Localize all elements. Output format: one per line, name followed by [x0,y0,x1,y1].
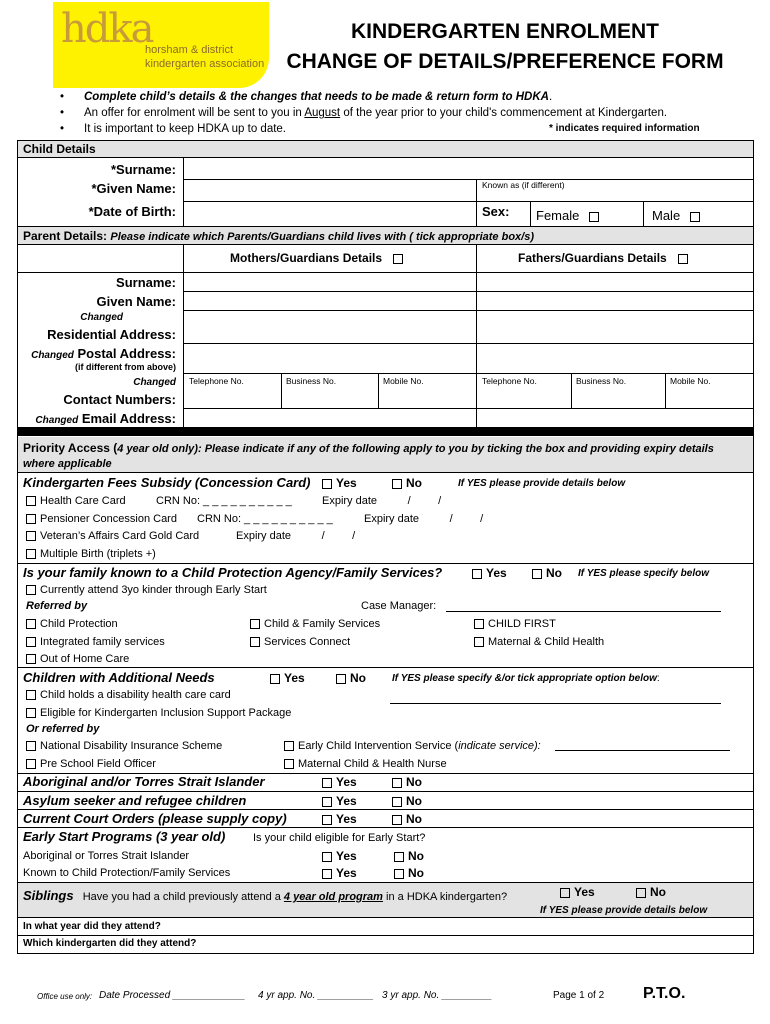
child-given-label: *Given Name: [91,181,176,196]
dob-label: *Date of Birth: [88,204,176,219]
cpa-question: Is your family known to a Child Protection Agency/Family Services? [23,565,443,580]
postal-address-label: Changed Postal Address: [31,346,176,361]
psfo-checkbox[interactable] [26,759,36,769]
cp-checkbox[interactable] [26,619,36,629]
cpa-no-option[interactable]: No [532,566,562,580]
mchn-option[interactable]: Maternal Child & Health Nurse [284,758,447,770]
atsi-question: Aboriginal and/or Torres Strait Islander [23,774,265,789]
integrated-family-option[interactable]: Integrated family services [26,636,165,648]
fees-no-checkbox[interactable] [392,479,402,489]
sex-male-option[interactable]: Male [652,208,704,223]
required-note: * indicates required information [549,123,700,134]
fees-subsidy-question: Kindergarten Fees Subsidy (Concession Card) [23,475,311,490]
child-protection-option[interactable]: Child Protection [26,618,118,630]
known-as-field[interactable] [478,191,752,200]
instruction-2: • An offer for enrolment will be sent to you in August of the year prior to your child's commencement at Kindergarten. [60,105,667,121]
child-surname-label: *Surname: [110,162,176,177]
three-yr-app-no: 3 yr app. No. _________ [382,990,493,1001]
child-family-services-option[interactable]: Child & Family Services [250,618,380,630]
logo-line2: kindergarten association [145,58,265,70]
parent-surname-label: Surname: [116,275,176,290]
court-orders-question: Current Court Orders (please supply copy) [23,811,287,826]
court-no-option[interactable]: No [392,812,422,826]
child-first-option[interactable]: CHILD FIRST [474,618,556,630]
priority-access-header: Priority Access (4 year old only): Please indicate if any of the following apply to you by ticking the box and providing expiry details [23,441,714,455]
esp-atsi-no-checkbox[interactable] [394,852,404,862]
siblings-kinder-field[interactable] [230,936,752,953]
early-start-checkbox[interactable] [26,585,36,595]
fees-yes-option[interactable]: Yes [322,476,357,490]
hdka-logo [53,2,269,88]
instruction-3: • It is important to keep HDKA up to date. [60,121,667,137]
instruction-1: • Complete child’s details & the changes that needs to be made & return form to HDKA. [60,89,667,105]
referred-by-label: Referred by [26,600,88,612]
crn-hcc: CRN No: _ _ _ _ _ _ _ _ _ _ [156,495,292,507]
expiry-hcc: Expiry date / / [322,495,442,507]
father-residential-field[interactable] [478,311,752,343]
additional-yes-option[interactable]: Yes [270,671,305,685]
kis-checkbox[interactable] [26,708,36,718]
pcc-checkbox[interactable] [26,514,36,524]
father-given-field[interactable] [478,292,752,310]
atsi-yes-checkbox[interactable] [322,778,332,788]
maternal-child-health-option[interactable]: Maternal & Child Health [474,636,604,648]
office-use-label: Office use only: [37,992,93,1001]
asylum-no-option[interactable]: No [392,794,422,808]
case-manager-label: Case Manager: [361,600,437,612]
asylum-yes-option[interactable]: Yes [322,794,357,808]
cfs-checkbox[interactable] [250,619,260,629]
child-header-bg [17,140,753,157]
expiry-vet: Expiry date / / [236,530,356,542]
esp-atsi-yes-option[interactable]: Yes [322,849,357,863]
mothers-heading: Mothers/Guardians Details [230,251,407,265]
logo-line1: horsham & district [145,44,234,56]
dob-field[interactable] [184,202,476,224]
male-checkbox[interactable] [690,212,700,222]
cf-checkbox[interactable] [474,619,484,629]
pto-label: P.T.O. [643,985,686,1002]
additional-no-option[interactable]: No [336,671,366,685]
eci-specify-line[interactable] [555,750,730,751]
fathers-checkbox[interactable] [678,254,688,264]
court-yes-checkbox[interactable] [322,815,332,825]
sex-label: Sex: [482,204,510,219]
asylum-no-checkbox[interactable] [392,797,402,807]
asylum-yes-checkbox[interactable] [322,797,332,807]
additional-yes-checkbox[interactable] [270,674,280,684]
child-surname-field[interactable] [184,160,752,179]
crn-pcc: CRN No: _ _ _ _ _ _ _ _ _ _ [197,513,333,525]
court-yes-option[interactable]: Yes [322,812,357,826]
section-divider-bar [17,427,753,436]
ndis-option[interactable]: National Disability Insurance Scheme [26,740,222,752]
kis-option[interactable]: Eligible for Kindergarten Inclusion Support Package [26,707,291,719]
multiple-birth-checkbox[interactable] [26,549,36,559]
esp-kcp-yes-option[interactable]: Yes [322,866,357,880]
female-checkbox[interactable] [589,212,599,222]
services-connect-option[interactable]: Services Connect [250,636,350,648]
esp-kcp-no-checkbox[interactable] [394,869,404,879]
ifs-checkbox[interactable] [26,637,36,647]
esp-kcp-label: Known to Child Protection/Family Services [23,867,231,879]
email-address-label: Changed Email Address: [35,411,176,426]
cpa-yes-checkbox[interactable] [472,569,482,579]
hcc-checkbox[interactable] [26,496,36,506]
form-title-line1: KINDERGARTEN ENROLMENT [351,20,659,43]
parent-details-header: Parent Details: Please indicate which Parents/Guardians child lives with ( tick appropriate box/s) [23,229,534,243]
cpa-no-checkbox[interactable] [532,569,542,579]
disability-card-option[interactable]: Child holds a disability health care card [26,689,231,701]
siblings-question: Siblings Have you had a child previously attend a 4 year old program in a HDKA kindergarten? [23,888,508,903]
psfo-option[interactable]: Pre School Field Officer [26,758,156,770]
court-no-checkbox[interactable] [392,815,402,825]
father-mobile-label: Mobile No. [670,376,711,386]
mch-checkbox[interactable] [474,637,484,647]
vet-checkbox[interactable] [26,531,36,541]
father-email-field[interactable] [478,409,752,427]
siblings-yes-option[interactable]: Yes [560,885,595,899]
early-start-eligible-question: Is your child eligible for Early Start? [253,832,426,844]
esp-atsi-no-option[interactable]: No [394,849,424,863]
form-title-line2: CHANGE OF DETAILS/PREFERENCE FORM [286,50,724,73]
additional-specify-line[interactable] [390,703,721,704]
mother-email-field[interactable] [184,409,474,427]
early-start-option[interactable]: Currently attend 3yo kinder through Early Start [26,584,267,596]
child-given-field[interactable] [184,179,476,198]
health-care-card-option[interactable]: Health Care Card [26,495,126,507]
early-start-programs-question: Early Start Programs (3 year old) [23,829,226,844]
pensioner-card-option[interactable]: Pensioner Concession Card [26,513,177,525]
siblings-year-label: In what year did they attend? [23,921,161,932]
siblings-no-option[interactable]: No [636,885,666,899]
asylum-question: Asylum seeker and refugee children [23,793,247,808]
residential-address-label: Residential Address: [47,327,176,342]
siblings-kinder-label: Which kindergarten did they attend? [23,938,197,949]
atsi-yes-option[interactable]: Yes [322,775,357,789]
esp-atsi-label: Aboriginal or Torres Strait Islander [23,850,190,862]
mother-residential-field[interactable] [184,311,474,343]
ohc-checkbox[interactable] [26,654,36,664]
contact-numbers-label: Contact Numbers: [63,392,176,407]
fees-no-option[interactable]: No [392,476,422,490]
mchn-checkbox[interactable] [284,759,294,769]
esp-atsi-yes-checkbox[interactable] [322,852,332,862]
sc-checkbox[interactable] [250,637,260,647]
out-of-home-care-option[interactable]: Out of Home Care [26,653,129,665]
esp-kcp-yes-checkbox[interactable] [322,869,332,879]
additional-if-yes-note: If YES please specify &/or tick appropriate option below: [392,673,660,684]
mother-given-field[interactable] [184,292,474,310]
case-manager-line[interactable] [446,611,721,612]
changed-label-contact: Changed [133,377,176,388]
mother-postal-field[interactable] [184,344,474,372]
child-details-header: Child Details [23,142,96,156]
expiry-pcc: Expiry date / / [364,513,484,525]
multiple-birth-option[interactable]: Multiple Birth (triplets +) [26,548,156,560]
additional-no-checkbox[interactable] [336,674,346,684]
father-surname-field[interactable] [478,273,752,291]
sex-female-option[interactable]: Female [536,208,603,223]
disability-checkbox[interactable] [26,690,36,700]
mother-mobile-label: Mobile No. [383,376,424,386]
fees-yes-checkbox[interactable] [322,479,332,489]
additional-needs-question: Children with Additional Needs [23,670,215,685]
mothers-checkbox[interactable] [393,254,403,264]
ndis-checkbox[interactable] [26,741,36,751]
known-as-label: Known as (if different) [482,180,565,190]
page-number: Page 1 of 2 [553,990,605,1001]
or-referred-by-label: Or referred by [26,723,100,735]
cpa-yes-option[interactable]: Yes [472,566,507,580]
cpa-if-yes-note: If YES please specify below [578,568,709,579]
esp-kcp-no-option[interactable]: No [394,866,424,880]
mother-surname-field[interactable] [184,273,474,291]
fathers-heading: Fathers/Guardians Details [518,251,692,265]
mother-telephone-label: Telephone No. [189,376,244,386]
fees-if-yes-note: If YES please provide details below [458,478,626,489]
father-postal-field[interactable] [478,344,752,372]
siblings-year-field[interactable] [220,918,752,935]
four-yr-app-no: 4 yr app. No. __________ [258,990,374,1001]
siblings-no-checkbox[interactable] [636,888,646,898]
logo-mark: hdka [61,6,153,52]
parent-given-label: Given Name: [96,294,176,309]
siblings-yes-checkbox[interactable] [560,888,570,898]
father-business-label: Business No. [576,376,627,386]
siblings-if-yes-note: If YES please provide details below [540,905,708,916]
date-processed: Date Processed _____________ [99,990,246,1001]
priority-note-line2: where applicable [23,458,112,470]
changed-label-residential: Changed [80,312,123,323]
veterans-card-option[interactable]: Veteran’s Affairs Card Gold Card [26,530,199,542]
atsi-no-checkbox[interactable] [392,778,402,788]
eci-checkbox[interactable] [284,741,294,751]
eci-option[interactable]: Early Child Intervention Service (indicate service): [284,740,541,752]
father-telephone-label: Telephone No. [482,376,537,386]
mother-business-label: Business No. [286,376,337,386]
atsi-no-option[interactable]: No [392,775,422,789]
postal-note: (if different from above) [74,362,176,372]
